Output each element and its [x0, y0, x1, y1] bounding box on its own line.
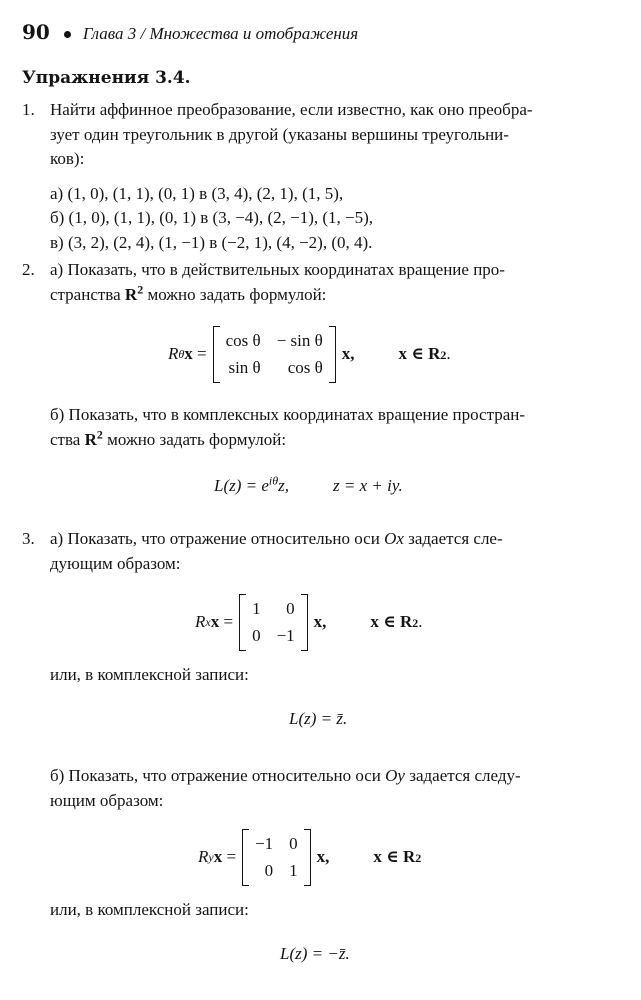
exercise-number: 2. [22, 260, 35, 279]
exercise-3: 3. а) Показать, что отражение относительно оси Ox задается сле- дующим образом: [22, 529, 503, 573]
complex-rotation-formula: $L(z) = e^{i\theta}z$, z = x + iy. [214, 473, 403, 495]
rotation-formula: R θ x = cos θ − sin θ sin θ cos θ x, x ∈ R 2 . [168, 326, 451, 383]
section-title: Упражнения 3.4. [22, 68, 191, 88]
space-symbol: R [124, 284, 138, 304]
page-number: 90 [22, 20, 50, 44]
exercise-text-line: Найти аффинное преобразование, если известно, как оно преобра- [50, 100, 533, 119]
reflection-y-matrix: −1 0 0 1 [242, 829, 311, 886]
exercise-text-line: странства $R^2$ можно задать формулой: [50, 281, 327, 304]
exercise-text-line: ства $R^2$ можно задать формулой: [50, 426, 287, 449]
option-a: а) (1, 0), (1, 1), (0, 1) в (3, 4), (2, 1), (1, 5), [50, 183, 344, 203]
complex-note-2: или, в комплексной записи: [50, 900, 249, 919]
running-header [22, 20, 358, 47]
option-c: в) (3, 2), (2, 4), (1, −1) в (−2, 1), (4, −2), (0, 4). [50, 232, 373, 252]
complex-note-1: или, в комплексной записи: [50, 665, 249, 684]
exercise-3b: б) Показать, что отражение относительно оси Oy задается следу- ющим образом: [50, 766, 521, 810]
exercise-2 [22, 258, 604, 307]
exercise-text-line: б) Показать, что в комплексных координатах вращение простран- [50, 405, 526, 424]
chapter-title: Глава 3 / Множества и отображения [82, 24, 359, 43]
reflection-x-formula: R x x = 1 0 0 −1 x, x ∈ R 2 . [195, 594, 423, 651]
exercise-1 [22, 98, 604, 255]
exercise-text-line: а) Показать, что в действительных координатах вращение про- [50, 260, 505, 279]
exercise-text-line: ков): [50, 149, 85, 168]
reflection-x-complex: L(z) = z̄. [289, 709, 348, 728]
reflection-y-formula: R y x = −1 0 0 1 x, x ∈ R 2 [198, 829, 421, 886]
exercise-number: 1. [22, 100, 35, 119]
bullet-icon [64, 31, 71, 38]
reflection-x-matrix: 1 0 0 −1 [239, 594, 308, 651]
exercise-number: 3. [22, 529, 35, 548]
rotation-matrix: cos θ − sin θ sin θ cos θ [213, 326, 336, 383]
exercise-2b [22, 403, 604, 452]
reflection-y-complex: L(z) = −z̄. [280, 944, 350, 963]
option-b: б) (1, 0), (1, 1), (0, 1) в (3, −4), (2, −1), (1, −5), [50, 208, 374, 227]
exercise-text-line: зует один треугольник в другой (указаны вершины треугольни- [50, 124, 509, 144]
